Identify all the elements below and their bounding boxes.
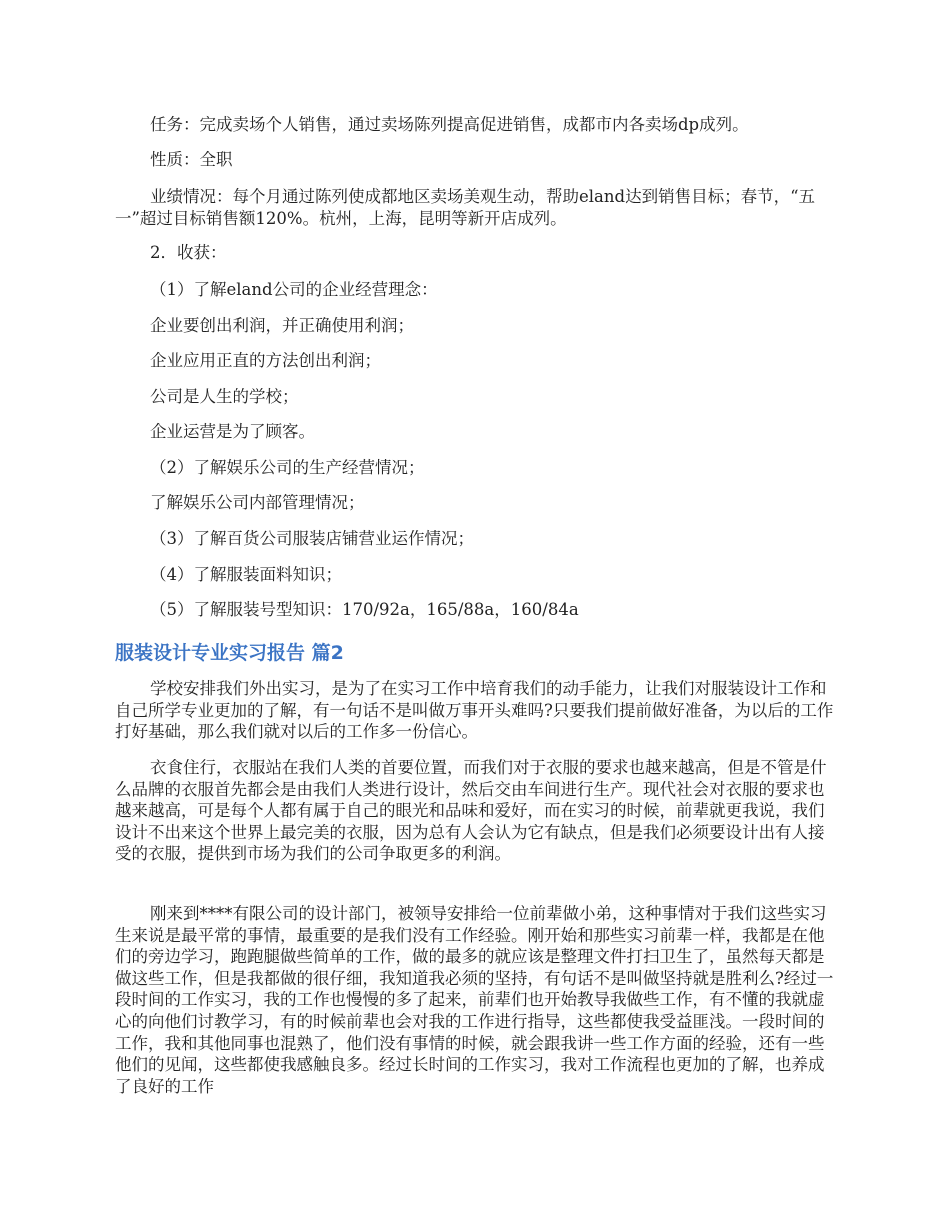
list-item: 企业运营是为了顾客。 xyxy=(150,422,315,441)
list-item: 企业应用正直的方法创出利润； xyxy=(150,351,381,370)
task-line: 任务：完成卖场个人销售，通过卖场陈列提高促进销售，成都市内各卖场dp成列。 xyxy=(150,115,749,134)
paragraph-2: 衣食住行，衣服站在我们人类的首要位置，而我们对于衣服的要求也越来越高，但是不管是什么品牌的衣服首先都会是由我们人类进行设计，然后交由车间进行生产。现代社会对衣服的要求也越来越高，可是每个人都有属于自己的眼光和品味和爱好，而在实习的时候，前辈就更我说，我们设计不出来这个世界上最完美的衣服，因为总有人会认为它有缺点，但是我们必须要设计出有人接受的衣服，提供到市场为我们的公司争取更多的利润。 xyxy=(115,758,827,864)
paragraph-1: 学校安排我们外出实习，是为了在实习工作中培育我们的动手能力，让我们对服装设计工作和自己所学专业更加的了解，有一句话不是叫做万事开头难吗?只要我们提前做好准备，为以后的工作打好基础，那么我们就对以后的工作多一份信心。 xyxy=(115,679,834,742)
list-item: （2）了解娱乐公司的生产经营情况； xyxy=(150,458,425,477)
nature-line: 性质：全职 xyxy=(150,150,233,169)
list-item: （3）了解百货公司服装店铺营业运作情况； xyxy=(150,529,474,548)
performance-paragraph: 业绩情况：每个月通过陈列使成都地区卖场美观生动，帮助eland达到销售目标；春节，“五一”超过目标销售额120%。杭州，上海，昆明等新开店成列。 xyxy=(115,187,816,228)
list-item: （1）了解eland公司的企业经营理念： xyxy=(150,280,438,299)
list-item: 了解娱乐公司内部管理情况； xyxy=(150,493,365,512)
gains-title: 2．收获： xyxy=(150,243,227,262)
list-item: （5）了解服装号型知识：170/92a，165/88a，160/84a xyxy=(150,600,579,619)
list-item: （4）了解服装面料知识； xyxy=(150,565,342,584)
paragraph-3: 刚来到****有限公司的设计部门，被领导安排给一位前辈做小弟，这种事情对于我们这些实习生来说是最平常的事情，最重要的是我们没有工作经验。刚开始和那些实习前辈一样，我都是在他们的旁边学习，跑跑腿做些简单的工作，做的最多的就应该是整理文件打扫卫生了，虽然每天都是做这些工作，但是我都做的很仔细，我知道我必须的坚持，有句话不是叫做坚持就是胜利么?经过一段时间的工作实习，我的工作也慢慢的多了起来，前辈们也开始教导我做些工作，有不懂的我就虚心的向他们讨教学习，有的时候前辈也会对我的工作进行指导，这些都使我受益匪浅。一段时间的工作，我和其他同事也混熟了，他们没有事情的时候，就会跟我讲一些工作方面的经验，还有一些他们的见闻，这些都使我感触良多。经过长时间的工作实习，我对工作流程也更加的了解，也养成了良好的工作 xyxy=(115,904,834,1096)
section-heading: 服装设计专业实习报告 篇2 xyxy=(115,642,344,664)
list-item: 公司是人生的学校； xyxy=(150,387,299,406)
list-item: 企业要创出利润，并正确使用利润； xyxy=(150,316,414,335)
